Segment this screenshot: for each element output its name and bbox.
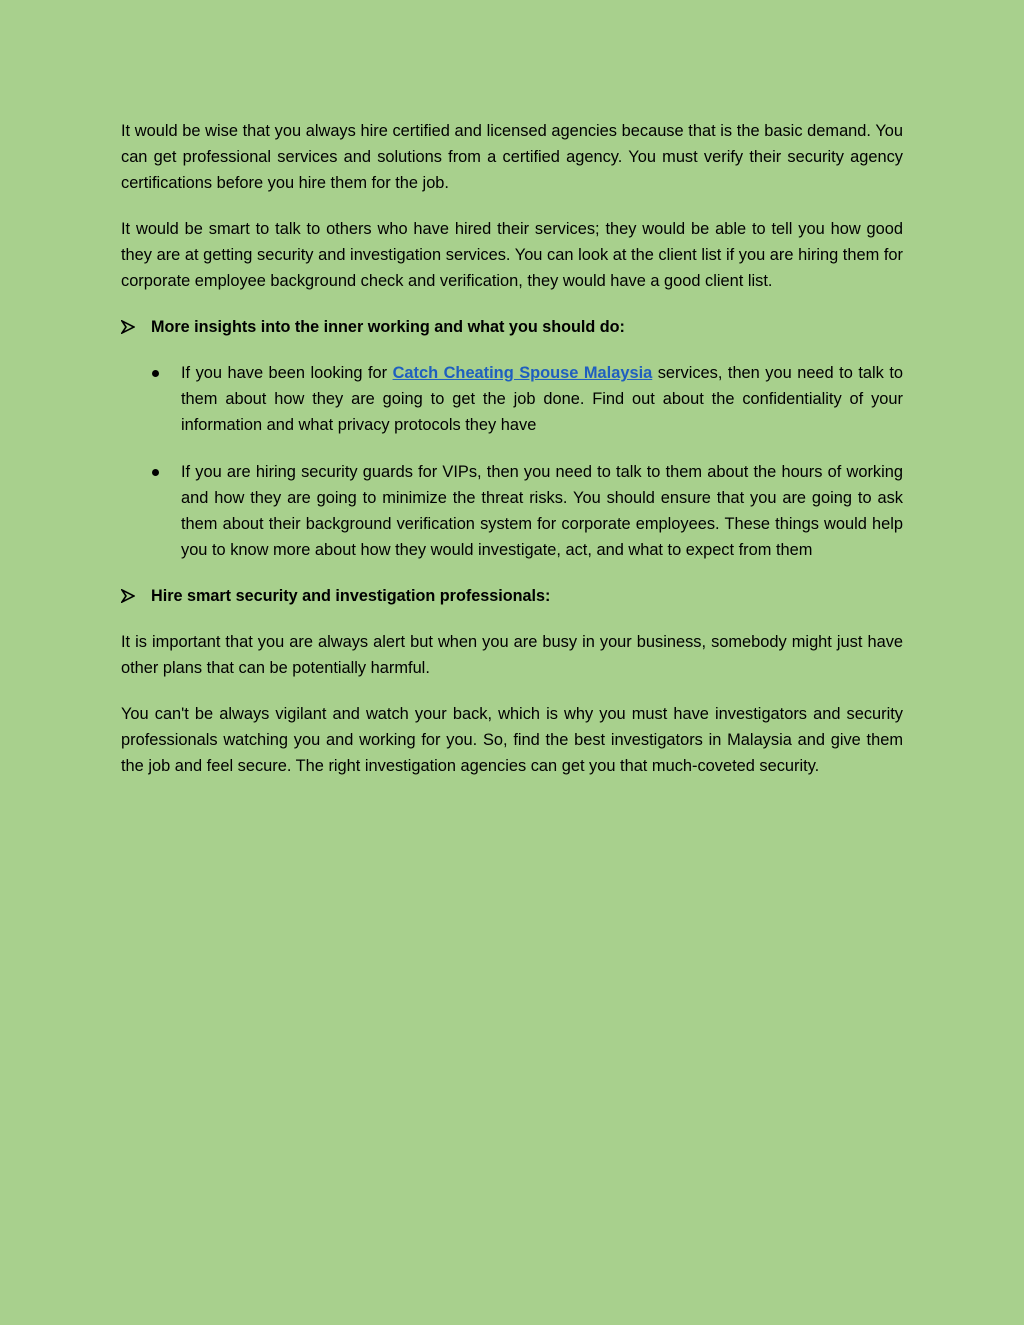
bullet-text-before-link: If you have been looking for [181,364,393,382]
insights-bullet-list [121,360,903,563]
section-heading-inner-working [121,314,903,340]
list-item [121,360,903,438]
paragraph-always-alert: It is important that you are always alert but when you are busy in your business, somebody might just have other plans that can be potentially harmful. [121,633,903,677]
catch-cheating-spouse-link[interactable]: Catch Cheating Spouse Malaysia [392,364,653,382]
paragraph-vigilant: You can't be always vigilant and watch your back, which is why you must have investigators and security professionals watching you and working for you. So, find the best investigators in Malaysia and give them the job and feel secure. The right investigation agencies can get you that much-coveted security. [121,705,903,775]
bullet-icon [152,370,159,377]
section-heading-hire-smart [121,583,903,609]
section-heading-text: Hire smart security and investigation professionals: [151,587,551,605]
arrow-right-icon [121,314,135,340]
section-heading-text: More insights into the inner working and what you should do: [151,318,625,336]
bullet-text: If you are hiring security guards for VIPs, then you need to talk to them about the hours of working and how they are going to minimize the threat risks. You should ensure that you are going to ask them about their background verification system for corporate employees. These things would help you to know more about how they would investigate, act, and what to expect from them [181,463,903,559]
bullet-icon [152,469,159,476]
document-page [121,118,903,799]
paragraph-certified-agencies: It would be wise that you always hire certified and licensed agencies because that is the basic demand. You can get professional services and solutions from a certified agency. You must verify their security agency certifications before you hire them for the job. [121,122,903,192]
list-item [121,459,903,563]
arrow-right-icon [121,583,135,609]
paragraph-talk-to-others: It would be smart to talk to others who have hired their services; they would be able to tell you how good they are at getting security and investigation services. You can look at the client list if you are hiring them for corporate employee background check and verification, they would have a good client list. [121,220,903,290]
bullet-text-after-link: services, then you need to talk to them about how they are going to get the job done. Find out about the confidentiality of your information and what privacy protocols they have [181,364,903,434]
